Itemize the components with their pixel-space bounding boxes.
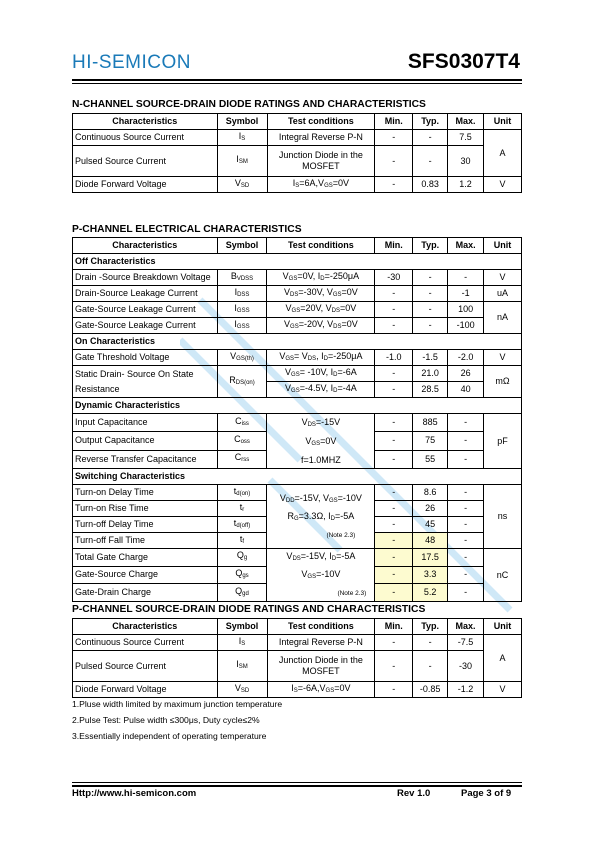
section-title-p-diode: P-CHANNEL SOURCE-DRAIN DIODE RATINGS AND CHARACTERISTICS <box>72 604 426 615</box>
group-row-switching: Switching Characteristics <box>73 469 522 485</box>
table-row: Pulsed Source Current $I_{SM}$ Junction Diode in the MOSFET - - 30 <box>73 146 522 177</box>
table-row: Reverse Transfer Capacitance $C_{rss}$ - 55 - <box>73 450 522 468</box>
table-header-row: Characteristics Symbol Test conditions Min. Typ. Max. Unit <box>73 619 522 635</box>
p-electrical-table <box>72 237 522 602</box>
table-row: Turn-on Rise Time $t_r$ - 26 - <box>73 501 522 517</box>
n-diode-table <box>72 113 522 193</box>
table-row: Diode Forward Voltage $V_{SD}$ $I_S=6A,V_{GS}=0V$ - 0.83 1.2 V <box>73 177 522 193</box>
table-row: Diode Forward Voltage $V_{SD}$ $I_S=-6A,V_{GS}=0V$ - -0.85 -1.2 V <box>73 682 522 698</box>
table-header-row: Characteristics Symbol Test conditions Min. Typ. Max. Unit <box>73 238 522 254</box>
table-row: Drain -Source Breakdown Voltage $B_{VDSS}$ $V_{GS}=0V$, $I_D=-250\mu A$ -30 - - V <box>73 270 522 286</box>
table-row: Turn-off Delay Time $t_{d(off)}$ - 45 - <box>73 517 522 533</box>
col-symbol: Symbol <box>217 114 267 130</box>
table-row: Gate-Source Leakage Current $I_{GSS}$ $V_{GS}=-20V$, $V_{DS}=0V$ - - -100 <box>73 318 522 334</box>
footnote-3: 3.Essentially independent of operating temperature <box>72 731 267 741</box>
company-logo: HI-SEMICON <box>72 52 191 73</box>
table-row: Drain-Source Leakage Current $I_{DSS}$ $V_{DS}=-30V$, $V_{GS}=0V$ - - -1 uA <box>73 286 522 302</box>
table-row: Continuous Source Current $I_S$ Integral Reverse P-N - - -7.5 A <box>73 635 522 651</box>
table-row: Gate-Source Leakage Current $I_{GSS}$ $V_{GS}=20V$, $V_{DS}=0V$ - - 100 nA <box>73 302 522 318</box>
footer-page-number: Page 3 of 9 <box>461 788 512 799</box>
part-number: SFS0307T4 <box>407 50 520 73</box>
table-row: Static Drain- Source On State Resistance $R_{DS(on)}$ $V_{GS}= -10V$, $I_D=-6A$ - 21.0 26 mΩ <box>73 366 522 382</box>
group-row-dynamic: Dynamic Characteristics <box>73 398 522 414</box>
col-characteristics: Characteristics <box>73 114 218 130</box>
table-row: Output Capacitance $C_{oss}$ - 75 - <box>73 432 522 450</box>
table-row: Input Capacitance $C_{iss}$ $V_{DS}=-15V$ $V_{GS}=0V$ f=1.0MHZ - 885 - pF <box>73 414 522 432</box>
table-row: Total Gate Charge $Q_g$ $V_{DS}=-15V$, $I_D=-5A$ $V_{GS}=-10V$ (Note 2.3) - 17.5 - nC <box>73 549 522 567</box>
table-row: Turn-off Fall Time $t_f$ - 48 - <box>73 533 522 549</box>
section-title-p-electrical: P-CHANNEL ELECTRICAL CHARACTERISTICS <box>72 224 302 235</box>
footer-rule <box>72 785 522 787</box>
col-max: Max. <box>448 114 484 130</box>
footnotes <box>72 696 282 744</box>
table-row: $V_{GS}=-4.5V$, $I_D=-4A$ - 28.5 40 <box>73 382 522 398</box>
footnote-2: 2.Pulse Test: Pulse width ≤300μs, Duty cycle≤2% <box>72 715 260 725</box>
table-row: Gate-Source Charge $Q_{gs}$ - 3.3 - <box>73 566 522 584</box>
table-row: Gate Threshold Voltage $V_{GS(th)}$ $V_{GS}= V_{DS}$, $I_D=-250\mu A$ -1.0 -1.5 -2.0 V <box>73 350 522 366</box>
p-diode-table <box>72 618 522 698</box>
table-row: Pulsed Source Current $I_{SM}$ Junction Diode in the MOSFET - - -30 <box>73 651 522 682</box>
table-row: Turn-on Delay Time $t_{d(on)}$ $V_{DD}=-15V$, $V_{GS}=-10V$ $R_G=3.3\Omega$, $I_D=-5A$ (Note 2.3) - 8.6 - ns <box>73 485 522 501</box>
footer-url-link[interactable]: Http://www.hi-semicon.com <box>72 788 197 799</box>
table-row: Gate-Drain Charge $Q_{gd}$ - 5.2 - <box>73 584 522 602</box>
col-test-conditions: Test conditions <box>267 114 375 130</box>
footnote-1: 1.Pluse width limited by maximum junction temperature <box>72 699 283 709</box>
header-rule-thin <box>72 83 522 84</box>
table-row: Continuous Source Current $I_S$ Integral Reverse P-N - - 7.5 A <box>73 130 522 146</box>
group-row-on: On Characteristics <box>73 334 522 350</box>
col-min: Min. <box>375 114 413 130</box>
group-row-off: Off Characteristics <box>73 254 522 270</box>
col-unit: Unit <box>484 114 522 130</box>
section-title-n-diode: N-CHANNEL SOURCE-DRAIN DIODE RATINGS AND CHARACTERISTICS <box>72 99 426 110</box>
col-typ: Typ. <box>413 114 448 130</box>
header-rule <box>72 79 522 81</box>
footer-rule-thin <box>72 782 522 783</box>
footer-revision: Rev 1.0 <box>397 788 431 799</box>
table-header-row <box>73 114 522 130</box>
